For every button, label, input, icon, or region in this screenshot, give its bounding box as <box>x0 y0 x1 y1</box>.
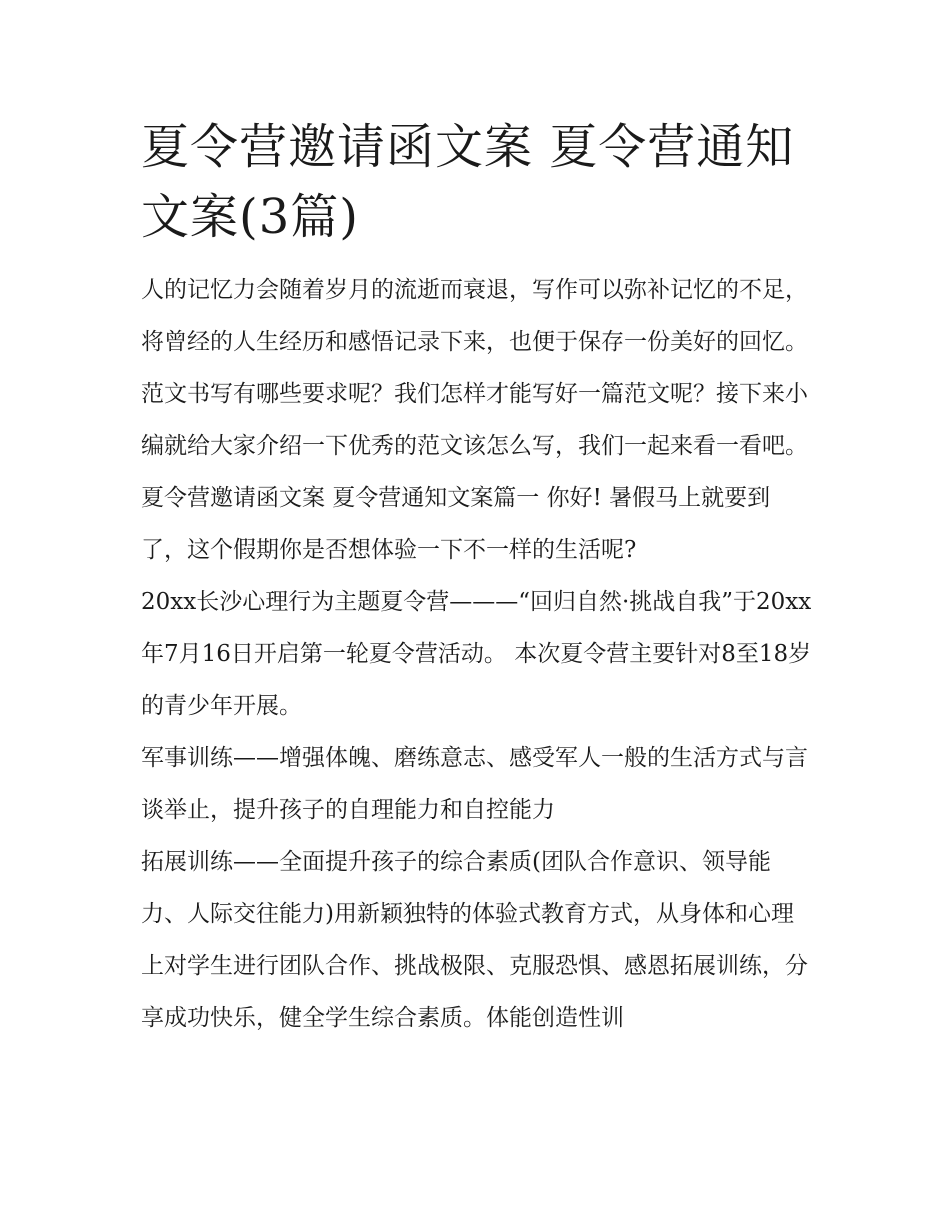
paragraph-military-training: 军事训练——增强体魄、磨练意志、感受军人一般的生活方式与言谈举止，提升孩子的自理能力和自控能力 <box>141 745 808 823</box>
paragraph-expansion-training: 拓展训练——全面提升孩子的综合素质(团队合作意识、领导能力、人际交往能力)用新颖独特的体验式教育方式，从身体和心理上对学生进行团队合作、挑战极限、克服恐惧、感恩拓展训练，分享成功快乐，健全学生综合素质。体能创造性训 <box>141 849 808 1031</box>
document-page <box>141 112 813 1044</box>
paragraph-camp-dates: 20xx长沙心理行为主题夏令营———“回归自然·挑战自我”于20xx年7月16日开启第一轮夏令营活动。 本次夏令营主要针对8至18岁的青少年开展。 <box>141 589 812 719</box>
document-body <box>141 264 813 1044</box>
paragraph-invitation: 夏令营邀请函文案 夏令营通知文案篇一 你好! 暑假马上就要到了，这个假期你是否想体验一下不一样的生活呢? <box>141 485 771 563</box>
paragraph-intro: 人的记忆力会随着岁月的流逝而衰退，写作可以弥补记忆的不足，将曾经的人生经历和感悟记录下来，也便于保存一份美好的回忆。范文书写有哪些要求呢？我们怎样才能写好一篇范文呢？接下来小编就给大家介绍一下优秀的范文该怎么写，我们一起来看一看吧。 <box>141 277 808 459</box>
document-title: 夏令营邀请函文案 夏令营通知文案(3篇) <box>141 119 795 245</box>
